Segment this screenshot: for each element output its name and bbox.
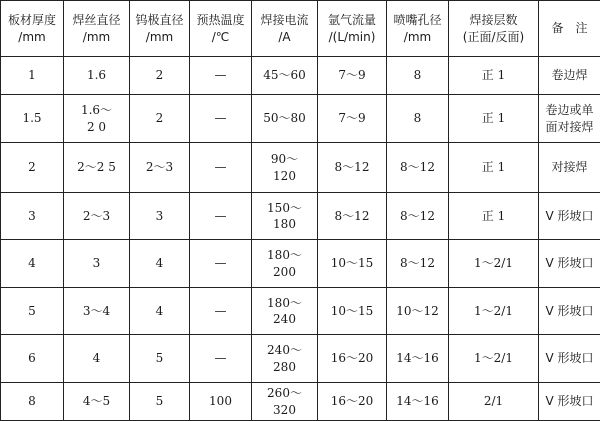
cell-text-line: 正 1 [451, 208, 536, 224]
cell-preheat-temperature [190, 57, 252, 95]
cell-text-line: 7～9 [320, 110, 384, 126]
cell-plate-thickness [1, 143, 64, 193]
cell-text-line: 8 [389, 110, 446, 126]
cell-plate-thickness [1, 193, 64, 240]
cell-text-line: 面对接焊 [541, 119, 598, 135]
header-tungsten-diameter [130, 1, 190, 57]
cell-welding-current [252, 383, 318, 421]
cell-argon-flow [318, 288, 387, 335]
cell-wire-diameter [64, 95, 130, 143]
cell-text-line: 8～12 [320, 159, 384, 175]
cell-text-line: 240～ [254, 342, 315, 358]
cell-text-line: /mm [389, 29, 446, 45]
cell-preheat-temperature [190, 143, 252, 193]
cell-text-line: 卷边焊 [541, 67, 598, 83]
cell-text-line: 5 [132, 350, 187, 366]
cell-weld-layers [449, 383, 539, 421]
cell-text-line: 钨极直径 [132, 12, 187, 28]
cell-text-line: 正 1 [451, 110, 536, 126]
cell-weld-layers [449, 193, 539, 240]
cell-text-line: (正面/反面) [451, 29, 536, 45]
cell-weld-layers [449, 95, 539, 143]
cell-text-line: 150～ [254, 200, 315, 216]
cell-weld-layers [449, 143, 539, 193]
cell-text-line: 2 [132, 110, 187, 126]
cell-wire-diameter [64, 335, 130, 383]
cell-wire-diameter [64, 288, 130, 335]
header-remarks [539, 1, 600, 57]
cell-text-line: 焊丝直径 [66, 12, 127, 28]
cell-text-line: 1～2/1 [451, 350, 536, 366]
cell-nozzle-diameter [387, 240, 449, 288]
cell-text-line: 7～9 [320, 67, 384, 83]
cell-text-line: 对接焊 [541, 159, 598, 175]
cell-argon-flow [318, 240, 387, 288]
cell-text-line: 正 1 [451, 67, 536, 83]
cell-remarks [539, 143, 600, 193]
cell-text-line: 喷嘴孔径 [389, 12, 446, 28]
cell-nozzle-diameter [387, 288, 449, 335]
cell-tungsten-diameter [130, 143, 190, 193]
cell-wire-diameter [64, 240, 130, 288]
cell-text-line: V 形坡口 [541, 208, 598, 224]
cell-text-line: 板材厚度 [3, 12, 61, 28]
cell-text-line: 3 [66, 255, 127, 271]
cell-welding-current [252, 95, 318, 143]
cell-text-line: /mm [66, 29, 127, 45]
cell-weld-layers [449, 288, 539, 335]
cell-text-line: /mm [3, 29, 61, 45]
cell-wire-diameter [64, 57, 130, 95]
cell-argon-flow [318, 383, 387, 421]
cell-nozzle-diameter [387, 143, 449, 193]
cell-text-line: 4 [132, 303, 187, 319]
cell-text-line: 8～12 [389, 159, 446, 175]
cell-nozzle-diameter [387, 95, 449, 143]
cell-tungsten-diameter [130, 95, 190, 143]
table-row [1, 95, 600, 143]
cell-text-line: — [192, 350, 249, 366]
header-nozzle-diameter [387, 1, 449, 57]
cell-nozzle-diameter [387, 383, 449, 421]
cell-text-line: 1 [3, 67, 61, 83]
header-plate-thickness [1, 1, 64, 57]
cell-argon-flow [318, 335, 387, 383]
cell-text-line: 4 [3, 255, 61, 271]
table-row [1, 57, 600, 95]
cell-text-line: 280 [254, 359, 315, 375]
cell-preheat-temperature [190, 193, 252, 240]
cell-plate-thickness [1, 383, 64, 421]
table-row [1, 240, 600, 288]
cell-welding-current [252, 240, 318, 288]
cell-remarks [539, 193, 600, 240]
table-row [1, 143, 600, 193]
cell-welding-current [252, 193, 318, 240]
cell-text-line: V 形坡口 [541, 303, 598, 319]
cell-text-line: 14～16 [389, 393, 446, 409]
cell-preheat-temperature [190, 240, 252, 288]
cell-text-line: 3 [3, 208, 61, 224]
table-row [1, 383, 600, 421]
table-header-row [1, 1, 600, 57]
cell-text-line: 1～2/1 [451, 303, 536, 319]
cell-remarks [539, 383, 600, 421]
cell-text-line: 2/1 [451, 393, 536, 409]
cell-argon-flow [318, 95, 387, 143]
cell-remarks [539, 288, 600, 335]
cell-plate-thickness [1, 240, 64, 288]
cell-preheat-temperature [190, 383, 252, 421]
cell-text-line: 4～5 [66, 393, 127, 409]
cell-text-line: 200 [254, 264, 315, 280]
cell-tungsten-diameter [130, 240, 190, 288]
cell-preheat-temperature [190, 95, 252, 143]
cell-text-line: 2～3 [66, 208, 127, 224]
cell-argon-flow [318, 57, 387, 95]
cell-text-line: 1.6 [66, 67, 127, 83]
cell-text-line: 6 [3, 350, 61, 366]
cell-text-line: 2 [132, 67, 187, 83]
cell-text-line: 1～2/1 [451, 255, 536, 271]
cell-text-line: 10～15 [320, 255, 384, 271]
cell-text-line: 10～15 [320, 303, 384, 319]
cell-text-line: 1.5 [3, 110, 61, 126]
cell-text-line: 90～ [254, 151, 315, 167]
cell-text-line: 240 [254, 311, 315, 327]
cell-text-line: 45～60 [254, 67, 315, 83]
cell-plate-thickness [1, 335, 64, 383]
cell-remarks [539, 57, 600, 95]
cell-text-line: /A [254, 29, 315, 45]
cell-text-line: 8～12 [389, 255, 446, 271]
cell-tungsten-diameter [130, 288, 190, 335]
cell-welding-current [252, 335, 318, 383]
cell-text-line: 180～ [254, 247, 315, 263]
cell-text-line: 氩气流量 [320, 12, 384, 28]
cell-welding-current [252, 288, 318, 335]
cell-text-line: V 形坡口 [541, 255, 598, 271]
cell-text-line: 3～4 [66, 303, 127, 319]
cell-text-line: 4 [132, 255, 187, 271]
cell-text-line: 焊接层数 [451, 12, 536, 28]
cell-text-line: 50～80 [254, 110, 315, 126]
header-argon-flow [318, 1, 387, 57]
cell-text-line: 焊接电流 [254, 12, 315, 28]
cell-tungsten-diameter [130, 57, 190, 95]
cell-plate-thickness [1, 57, 64, 95]
cell-text-line: 320 [254, 402, 315, 418]
cell-text-line: 2～3 [132, 159, 187, 175]
cell-weld-layers [449, 57, 539, 95]
header-preheat-temperature [190, 1, 252, 57]
table-row [1, 288, 600, 335]
cell-text-line: 16～20 [320, 350, 384, 366]
cell-tungsten-diameter [130, 193, 190, 240]
cell-remarks [539, 335, 600, 383]
cell-text-line: 8 [3, 393, 61, 409]
cell-text-line: /℃ [192, 29, 249, 45]
cell-text-line: 180 [254, 216, 315, 232]
table-row [1, 335, 600, 383]
header-wire-diameter [64, 1, 130, 57]
cell-argon-flow [318, 143, 387, 193]
cell-text-line: 10～12 [389, 303, 446, 319]
cell-text-line: V 形坡口 [541, 393, 598, 409]
cell-argon-flow [318, 193, 387, 240]
cell-weld-layers [449, 335, 539, 383]
header-welding-current [252, 1, 318, 57]
cell-text-line: 16～20 [320, 393, 384, 409]
cell-text-line: 14～16 [389, 350, 446, 366]
cell-text-line: 2 [3, 159, 61, 175]
cell-text-line: — [192, 159, 249, 175]
cell-wire-diameter [64, 383, 130, 421]
cell-plate-thickness [1, 95, 64, 143]
cell-wire-diameter [64, 143, 130, 193]
cell-text-line: — [192, 110, 249, 126]
cell-text-line: 5 [132, 393, 187, 409]
cell-text-line: 3 [132, 208, 187, 224]
cell-tungsten-diameter [130, 335, 190, 383]
cell-nozzle-diameter [387, 335, 449, 383]
header-weld-layers [449, 1, 539, 57]
cell-text-line: 2 0 [66, 119, 127, 135]
cell-nozzle-diameter [387, 193, 449, 240]
cell-preheat-temperature [190, 335, 252, 383]
cell-text-line: 4 [66, 350, 127, 366]
cell-text-line: 5 [3, 303, 61, 319]
cell-preheat-temperature [190, 288, 252, 335]
cell-remarks [539, 240, 600, 288]
cell-text-line: 2～2 5 [66, 159, 127, 175]
table-row [1, 193, 600, 240]
cell-text-line: — [192, 67, 249, 83]
cell-remarks [539, 95, 600, 143]
table-body [1, 57, 600, 421]
cell-plate-thickness [1, 288, 64, 335]
cell-text-line: 1.6～ [66, 102, 127, 118]
cell-text-line: 120 [254, 168, 315, 184]
cell-text-line: V 形坡口 [541, 350, 598, 366]
cell-text-line: — [192, 303, 249, 319]
cell-text-line: 180～ [254, 295, 315, 311]
cell-tungsten-diameter [130, 383, 190, 421]
cell-text-line: 260～ [254, 385, 315, 401]
cell-text-line: — [192, 208, 249, 224]
cell-text-line: 备 注 [541, 20, 598, 36]
cell-text-line: 8～12 [320, 208, 384, 224]
cell-text-line: 预热温度 [192, 12, 249, 28]
cell-text-line: 卷边或单 [541, 102, 598, 118]
cell-text-line: /(L/min) [320, 29, 384, 45]
cell-welding-current [252, 57, 318, 95]
cell-wire-diameter [64, 193, 130, 240]
cell-weld-layers [449, 240, 539, 288]
cell-text-line: 8 [389, 67, 446, 83]
cell-text-line: — [192, 255, 249, 271]
cell-text-line: 正 1 [451, 159, 536, 175]
cell-text-line: 100 [192, 393, 249, 409]
cell-text-line: 8～12 [389, 208, 446, 224]
cell-text-line: /mm [132, 29, 187, 45]
cell-welding-current [252, 143, 318, 193]
cell-nozzle-diameter [387, 57, 449, 95]
